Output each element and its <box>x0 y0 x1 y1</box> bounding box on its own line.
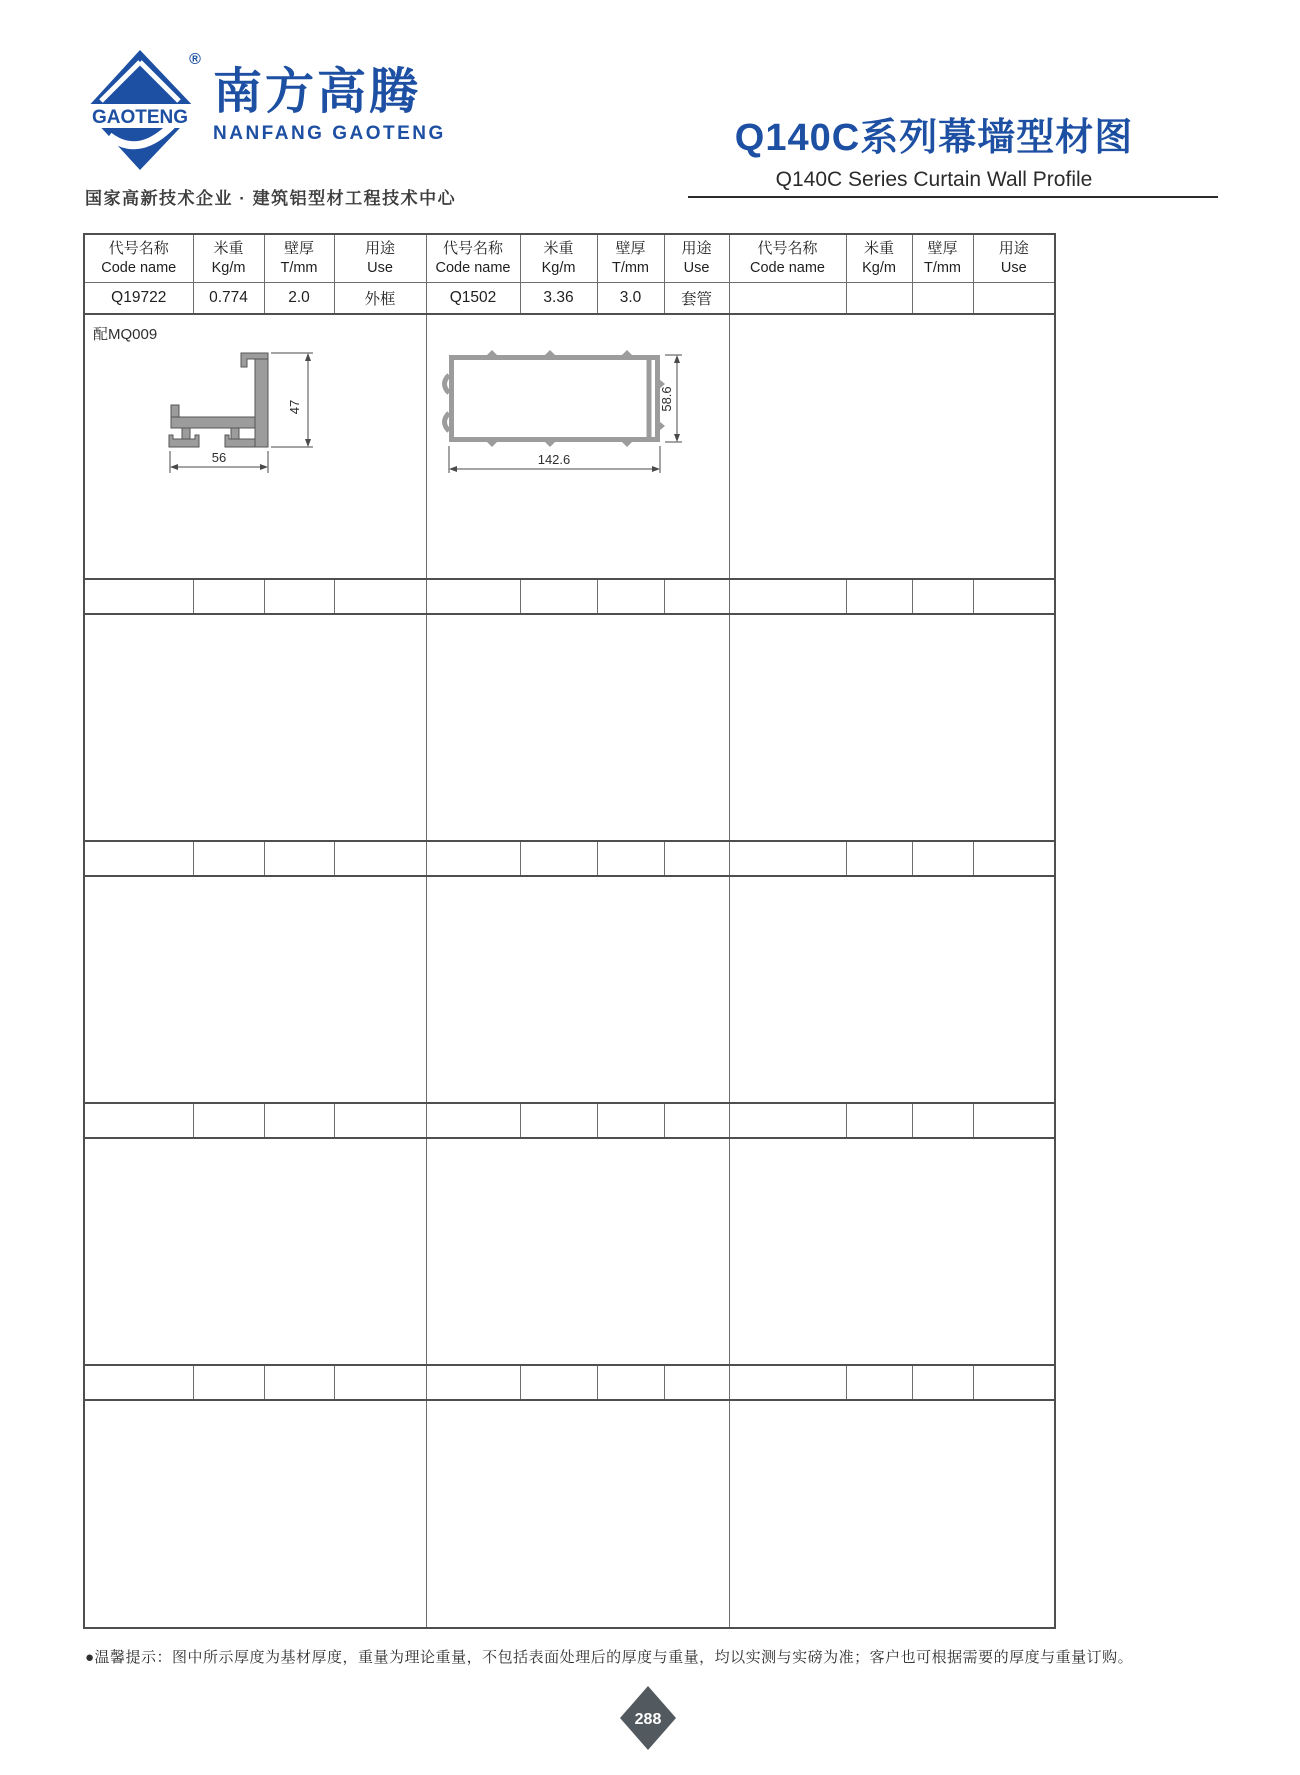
empty-cell <box>973 841 1055 876</box>
header-en: T/mm <box>611 259 650 276</box>
col-header-code-3 <box>729 234 846 282</box>
drawing-row-2 <box>84 614 1055 841</box>
empty-cell <box>520 1365 597 1400</box>
empty-cell <box>729 579 846 614</box>
empty-cell <box>912 1365 973 1400</box>
drawing-cell-empty <box>729 876 1055 1103</box>
empty-cell <box>597 1103 664 1138</box>
dimension-height-label: 47 <box>287 399 302 415</box>
empty-data-row <box>84 841 1055 876</box>
header-en: Use <box>1000 259 1027 276</box>
empty-cell <box>426 1365 520 1400</box>
empty-cell <box>973 1365 1055 1400</box>
empty-cell <box>264 841 334 876</box>
empty-cell <box>520 579 597 614</box>
drawing-cell-empty <box>84 614 426 841</box>
header-cn: 壁厚 <box>927 240 958 258</box>
col-header-thickness-2 <box>597 234 664 282</box>
empty-cell <box>729 841 846 876</box>
footer-note: ●温馨提示：图中所示厚度为基材厚度，重量为理论重量，不包括表面处理后的厚度与重量，均以实测与实磅为准；客户也可根据需要的厚度与重量订购。 <box>85 1649 1134 1666</box>
empty-cell <box>664 841 729 876</box>
col-header-code-1 <box>84 234 193 282</box>
page-number-marker <box>619 1686 677 1755</box>
drawing-cell-empty <box>426 1400 729 1628</box>
page-title: Q140C系列幕墙型材图 <box>734 117 1134 159</box>
drawing-row-5 <box>84 1400 1055 1628</box>
drawing-row-4 <box>84 1138 1055 1365</box>
col-header-thickness-3 <box>912 234 973 282</box>
col-header-code-2 <box>426 234 520 282</box>
empty-cell <box>334 841 426 876</box>
empty-cell <box>193 1103 264 1138</box>
empty-cell <box>729 1103 846 1138</box>
col-header-weight-2 <box>520 234 597 282</box>
empty-cell <box>334 1103 426 1138</box>
header-cn: 米重 <box>543 240 574 258</box>
cell-code-name: Q19722 <box>84 282 193 314</box>
dimension-height-label: 58.6 <box>658 386 674 412</box>
col-header-weight-1 <box>193 234 264 282</box>
page-number: 288 <box>634 1711 662 1728</box>
header-cn: 代号名称 <box>442 240 503 258</box>
cell-use: 外框 <box>334 282 426 314</box>
drawing-cell-empty <box>729 314 1055 579</box>
empty-cell <box>973 579 1055 614</box>
empty-cell <box>729 1365 846 1400</box>
cell-use <box>973 282 1055 314</box>
empty-cell <box>520 1103 597 1138</box>
empty-cell <box>193 841 264 876</box>
header-en: Code name <box>435 259 511 276</box>
empty-cell <box>846 579 912 614</box>
title-underline <box>688 196 1218 198</box>
drawing-cell-empty <box>729 1138 1055 1365</box>
header-en: Kg/m <box>211 259 246 276</box>
drawing-row-3 <box>84 876 1055 1103</box>
profile-drawing-q1502 <box>427 315 730 579</box>
empty-cell <box>84 841 193 876</box>
empty-cell <box>973 1103 1055 1138</box>
cell-thickness: 3.0 <box>597 282 664 314</box>
empty-data-row <box>84 579 1055 614</box>
drawing-cell-empty <box>84 1138 426 1365</box>
empty-cell <box>193 1365 264 1400</box>
table-header-row <box>84 234 1055 282</box>
empty-cell <box>426 1103 520 1138</box>
empty-cell <box>84 579 193 614</box>
col-header-use-1 <box>334 234 426 282</box>
empty-cell <box>664 1103 729 1138</box>
empty-cell <box>664 579 729 614</box>
header-en: Code name <box>750 259 825 276</box>
header-en: Kg/m <box>862 259 896 276</box>
empty-cell <box>846 1103 912 1138</box>
matching-profile-note: 配MQ009 <box>93 326 158 343</box>
empty-cell <box>426 579 520 614</box>
col-header-use-2 <box>664 234 729 282</box>
empty-data-row <box>84 1103 1055 1138</box>
empty-cell <box>334 1365 426 1400</box>
header-cn: 壁厚 <box>615 240 646 258</box>
header-cn: 米重 <box>863 240 894 258</box>
dimension-width-label: 56 <box>211 450 227 465</box>
header-cn: 代号名称 <box>108 240 169 258</box>
cell-weight <box>846 282 912 314</box>
cell-thickness <box>912 282 973 314</box>
empty-data-row <box>84 1365 1055 1400</box>
registered-trademark-icon: ® <box>189 51 201 68</box>
empty-cell <box>597 579 664 614</box>
header-en: Kg/m <box>541 259 576 276</box>
header-en: T/mm <box>923 259 962 276</box>
cell-weight: 0.774 <box>193 282 264 314</box>
gaoteng-logo <box>83 48 213 178</box>
drawing-row-1 <box>84 314 1055 579</box>
col-header-use-3 <box>973 234 1055 282</box>
page-title-block <box>670 106 1198 192</box>
brand-name-cn: 南方高腾 <box>213 65 422 119</box>
cell-code-name <box>729 282 846 314</box>
page-subtitle: Q140C Series Curtain Wall Profile <box>775 168 1093 191</box>
drawing-cell-empty <box>426 614 729 841</box>
header-en: Use <box>683 259 710 276</box>
cell-code-name: Q1502 <box>426 282 520 314</box>
empty-cell <box>664 1365 729 1400</box>
profile-table <box>83 233 1056 1629</box>
header-en: Use <box>367 259 393 276</box>
empty-cell <box>264 1365 334 1400</box>
empty-cell <box>264 1103 334 1138</box>
header-cn: 用途 <box>364 240 395 258</box>
empty-cell <box>846 1365 912 1400</box>
drawing-cell-q1502 <box>426 314 729 579</box>
brand-names <box>213 66 446 145</box>
header-cn: 壁厚 <box>283 240 314 258</box>
logo-wordmark: GAOTENG <box>91 107 189 128</box>
drawing-cell-empty <box>84 1400 426 1628</box>
drawing-cell-empty <box>426 876 729 1103</box>
drawing-cell-empty <box>729 614 1055 841</box>
header-en: T/mm <box>280 259 318 276</box>
header-cn: 用途 <box>681 240 712 258</box>
col-header-weight-3 <box>846 234 912 282</box>
page-number-diamond-icon <box>619 1686 677 1750</box>
empty-cell <box>912 841 973 876</box>
company-tagline: 国家高新技术企业 · 建筑铝型材工程技术中心 <box>85 189 457 208</box>
empty-cell <box>334 579 426 614</box>
cell-thickness: 2.0 <box>264 282 334 314</box>
profile-drawing-q19722 <box>85 315 426 579</box>
header-en: Code name <box>101 259 177 276</box>
empty-cell <box>846 841 912 876</box>
header-cn: 米重 <box>213 240 244 258</box>
brand-name-en: NANFANG GAOTENG <box>213 122 446 144</box>
drawing-cell-empty <box>729 1400 1055 1628</box>
empty-cell <box>84 1365 193 1400</box>
table-data-row <box>84 282 1055 314</box>
drawing-cell-empty <box>84 876 426 1103</box>
drawing-cell-q19722 <box>84 314 426 579</box>
col-header-thickness-1 <box>264 234 334 282</box>
cell-use: 套管 <box>664 282 729 314</box>
empty-cell <box>597 1365 664 1400</box>
empty-cell <box>264 579 334 614</box>
empty-cell <box>426 841 520 876</box>
drawing-cell-empty <box>426 1138 729 1365</box>
header-cn: 代号名称 <box>757 240 818 258</box>
dimension-width-label: 142.6 <box>537 452 570 467</box>
empty-cell <box>597 841 664 876</box>
empty-cell <box>84 1103 193 1138</box>
empty-cell <box>912 1103 973 1138</box>
empty-cell <box>912 579 973 614</box>
cell-weight: 3.36 <box>520 282 597 314</box>
empty-cell <box>520 841 597 876</box>
empty-cell <box>193 579 264 614</box>
header-cn: 用途 <box>998 240 1029 258</box>
